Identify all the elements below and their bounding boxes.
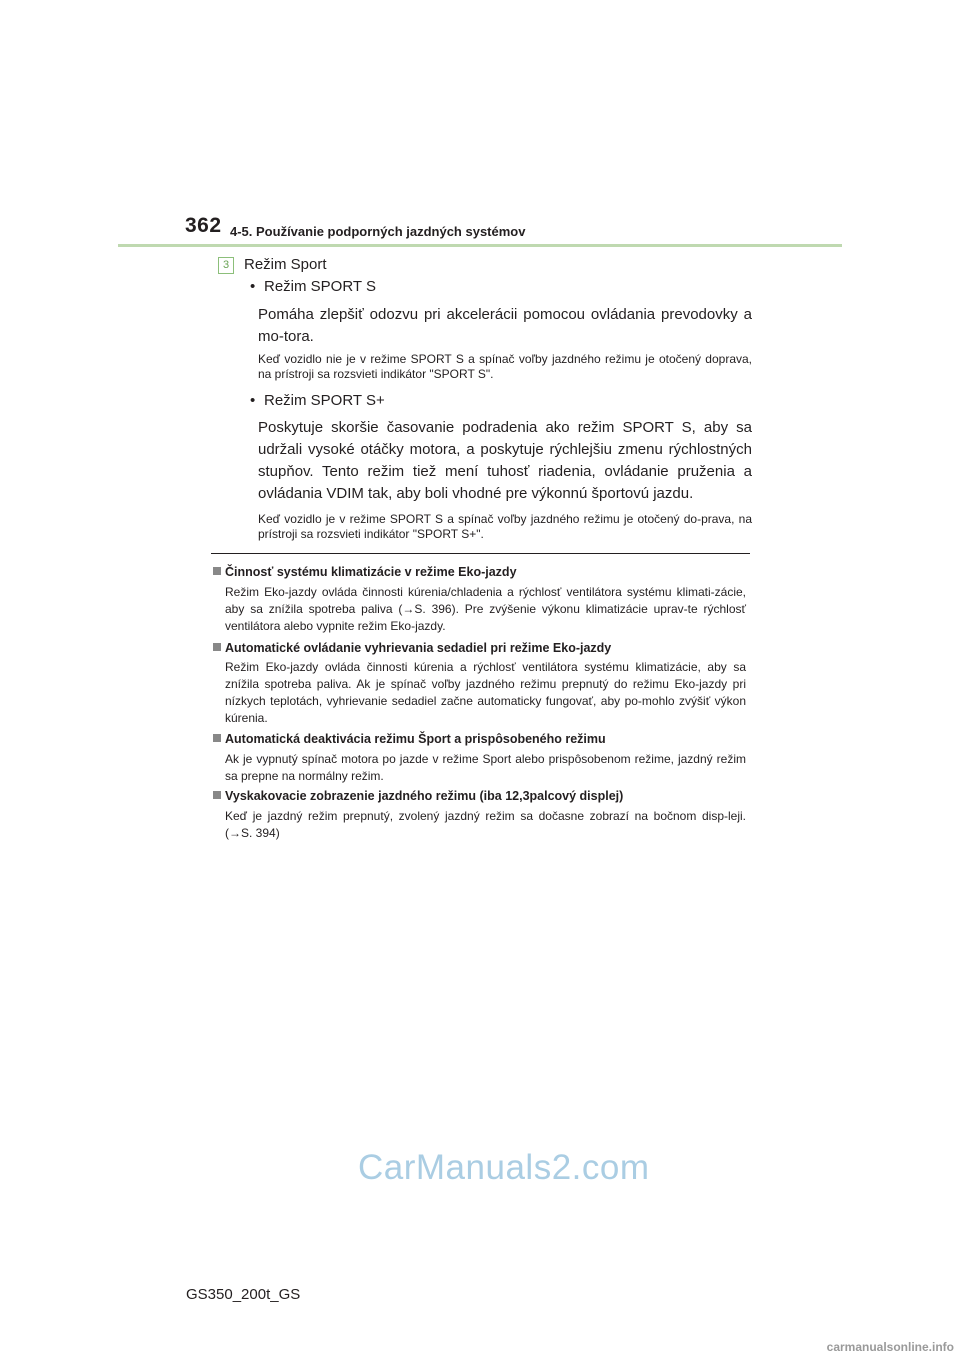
square-bullet-icon [213,791,221,799]
bullet-dot: • [250,278,256,295]
bullet-sport-s-plus [250,392,385,409]
watermark: CarManuals2.com [358,1148,650,1187]
square-bullet-icon [213,567,221,575]
section-divider [211,553,750,554]
bullet-label: Režim SPORT S [264,278,376,295]
square-bullet-icon [213,643,221,651]
bottom-logo: carmanualsonline.info [826,1340,954,1354]
chapter-title: 4-5. Používanie podporných jazdných systémov [230,224,526,239]
section-heading: Automatické ovládanie vyhrievania sedadiel pri režime Eko-jazdy [213,641,611,655]
section-body: Režim Eko-jazdy ovláda činnosti kúrenia/chladenia a rýchlosť ventilátora systému klimati-zácie, aby sa znížila spotreba paliva (→S. 396). Pre zvýšenie výkonu klimatizácie uprav-te rýchlosť ventilátora alebo vypnite režim Eko-jazdy. [225,585,746,633]
section-heading: Činnosť systému klimatizácie v režime Eko-jazdy [213,565,517,579]
bullet-sport-s [250,278,376,295]
section-body: Keď je jazdný režim prepnutý, zvolený jazdný režim sa dočasne zobrazí na bočnom disp-leji. (→S. 394) [225,809,746,840]
section-body: Ak je vypnutý spínač motora po jazde v režime Sport alebo prispôsobenom režime, jazdný režim sa prepne na normálny režim. [225,752,746,783]
sport-s-plus-description: Poskytuje skoršie časovanie podradenia ako režim SPORT S, aby sa udržali vysoké otáčky motora, a poskytuje rýchlejšiu zmenu rýchlostných stupňov. Tento režim tiež mení tuhosť riadenia, ovládanie pruženia a ovládania VDIM tak, aby boli vhodné pre výkonnú športovú jazdu. [258,419,752,502]
section-heading: Automatická deaktivácia režimu Šport a prispôsobeného režimu [213,732,606,746]
page-number: 362 [185,214,222,237]
model-code-footer: GS350_200t_GS [186,1286,301,1303]
sport-s-note: Keď vozidlo nie je v režime SPORT S a spínač voľby jazdného režimu je otočený doprava, na prístroji sa rozsvieti indikátor "SPORT S". [258,352,752,381]
bullet-label: Režim SPORT S+ [264,392,385,409]
step-number-badge: 3 [218,257,234,274]
square-bullet-icon [213,734,221,742]
header-divider [118,244,842,247]
step-title: Režim Sport [244,256,327,273]
section-body: Režim Eko-jazdy ovláda činnosti kúrenia a rýchlosť ventilátora systému klimatizácie, aby sa znížila spotreba paliva. Ak je spínač voľby jazdného režimu prepnutý do režimu Eko-jazdy pri nízkych teplotách, vyhrievanie sedadiel začne automaticky fungovať, aby po-mohlo zvýšiť výkon kúrenia. [225,660,746,725]
sport-s-plus-note: Keď vozidlo je v režime SPORT S a spínač voľby jazdného režimu je otočený do-prava, na prístroji sa rozsvieti indikátor "SPORT S+". [258,512,752,541]
section-heading: Vyskakovacie zobrazenie jazdného režimu (iba 12,3palcový displej) [213,789,623,803]
bullet-dot: • [250,392,256,409]
sport-s-description: Pomáha zlepšiť odozvu pri akcelerácii pomocou ovládania prevodovky a mo-tora. [258,306,752,345]
